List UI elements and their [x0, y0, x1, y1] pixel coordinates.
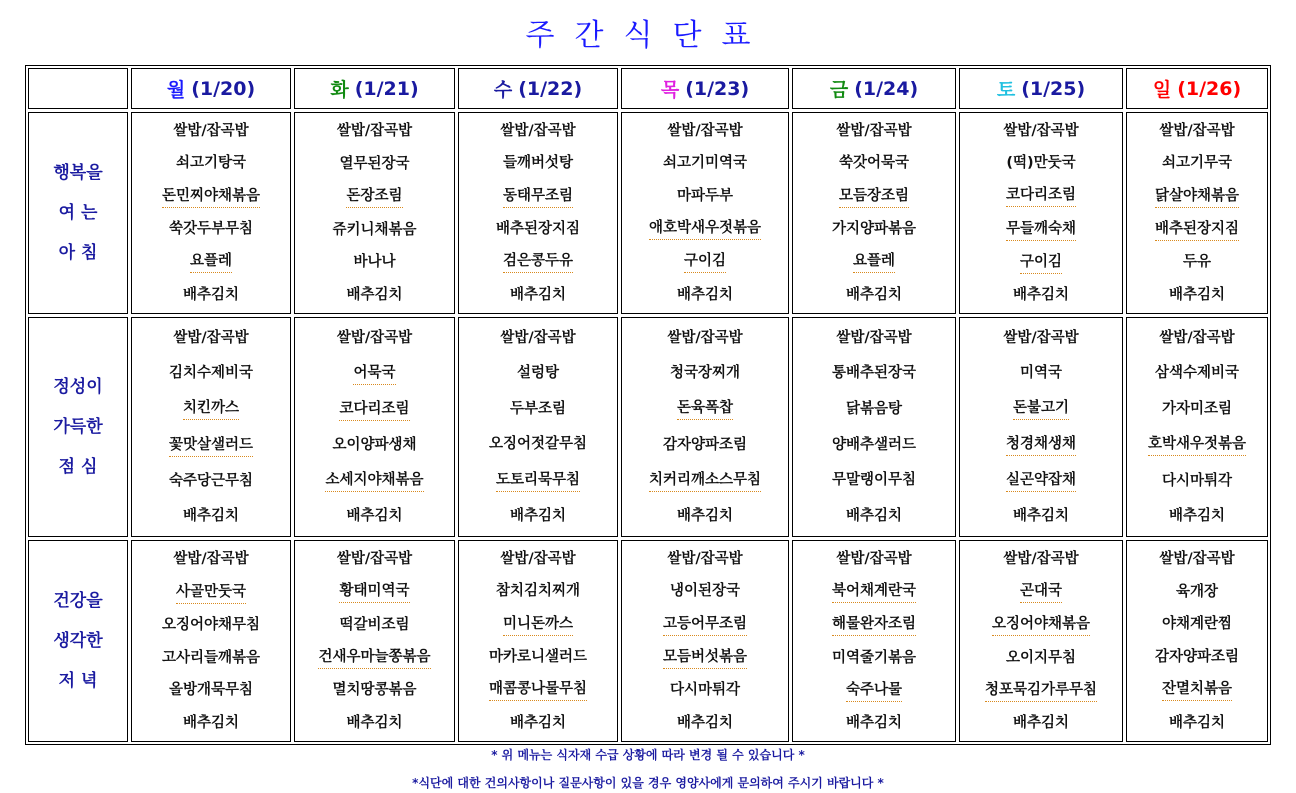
day-header — [959, 68, 1123, 109]
menu-item: 참치김치찌개 — [495, 583, 581, 600]
menu-item: 올방개묵무침 — [168, 682, 254, 699]
menu-item: 실곤약잡채 — [1006, 469, 1076, 492]
day-name: 일 — [1152, 79, 1172, 101]
menu-item: 코다리조림 — [1006, 184, 1076, 207]
menu-item: 꽃맛살샐러드 — [169, 434, 253, 457]
menu-cell — [621, 317, 789, 537]
menu-item: 호박새우젓볶음 — [1148, 433, 1246, 456]
menu-item: 미니돈까스 — [503, 613, 573, 636]
menu-item: 쌀밥/잡곡밥 — [173, 551, 249, 568]
menu-item: 도토리묵무침 — [496, 469, 580, 492]
day-name: 목 — [660, 79, 680, 101]
menu-item: 배추김치 — [346, 508, 403, 525]
menu-item: 가자미조림 — [1161, 400, 1233, 417]
menu-cell — [621, 112, 789, 314]
menu-item: 구이김 — [1020, 251, 1062, 274]
menu-item: 배추된장지짐 — [1155, 218, 1239, 241]
menu-cell — [458, 112, 618, 314]
menu-item: 북어채계란국 — [832, 580, 916, 603]
menu-item: 배추김치 — [346, 286, 403, 303]
meal-label-line: 점 심 — [58, 457, 98, 477]
menu-item: 오징어젓갈무침 — [488, 436, 588, 453]
menu-item: 배추김치 — [509, 286, 567, 303]
menu-item: 쌀밥/잡곡밥 — [1159, 329, 1235, 346]
menu-item: 배추김치 — [182, 286, 240, 303]
menu-item: 돈민찌야채볶음 — [162, 185, 260, 208]
menu-item: 쌀밥/잡곡밥 — [500, 123, 576, 140]
meal-label-line: 저 녁 — [58, 671, 98, 691]
menu-item: 배추김치 — [182, 508, 240, 525]
menu-item: 다시마튀각 — [1161, 472, 1233, 489]
menu-item: 떡갈비조림 — [339, 616, 410, 633]
menu-item: 고등어무조림 — [663, 613, 747, 636]
menu-item: 무들깨숙채 — [1006, 218, 1076, 241]
menu-item: 배추김치 — [509, 714, 567, 731]
menu-item: 소세지야채볶음 — [325, 469, 423, 492]
menu-item: 쌀밥/잡곡밥 — [336, 123, 413, 140]
menu-item: 고사리들깨볶음 — [161, 649, 261, 666]
menu-item: 들깨버섯탕 — [502, 155, 574, 172]
menu-item: 잔멸치볶음 — [1162, 678, 1232, 701]
menu-item: 닭살야채볶음 — [1155, 185, 1239, 208]
menu-item: 통배추된장국 — [831, 365, 917, 382]
menu-item: 배추김치 — [182, 714, 240, 731]
menu-cell — [792, 112, 956, 314]
menu-item: 모듬버섯볶음 — [663, 646, 747, 669]
menu-item: 돈장조림 — [346, 185, 402, 208]
menu-cell — [131, 317, 291, 537]
menu-item: 청경채생채 — [1006, 433, 1076, 456]
menu-item: 냉이된장국 — [669, 583, 741, 600]
menu-cell — [294, 112, 455, 314]
menu-item: 곤대국 — [1020, 580, 1062, 603]
menu-cell — [131, 112, 291, 314]
menu-item: 설렁탕 — [516, 365, 560, 382]
day-date: (1/22) — [518, 77, 583, 100]
menu-item: 감자양파조림 — [662, 436, 748, 453]
menu-cell — [1126, 317, 1268, 537]
day-date: (1/20) — [191, 77, 256, 100]
menu-item: 배추김치 — [1012, 508, 1070, 525]
menu-item: 동태무조림 — [503, 185, 573, 208]
day-name: 수 — [493, 79, 513, 101]
menu-cell — [131, 540, 291, 742]
menu-item: 쑥갓두부무침 — [168, 221, 254, 238]
menu-cell — [959, 540, 1123, 742]
table-corner — [28, 68, 128, 109]
menu-table — [25, 65, 1271, 745]
menu-item: 미역줄기볶음 — [831, 649, 917, 666]
menu-item: 육개장 — [1175, 583, 1219, 600]
menu-item: 삼색수제비국 — [1154, 365, 1240, 382]
menu-item: 배추김치 — [1168, 286, 1226, 303]
menu-item: 건새우마늘쫑볶음 — [318, 646, 430, 669]
menu-item: 쇠고기미역국 — [662, 155, 748, 172]
menu-item: 애호박새우젓볶음 — [649, 217, 761, 240]
menu-cell — [621, 540, 789, 742]
menu-item: 쌀밥/잡곡밥 — [667, 329, 743, 346]
menu-item: 배추김치 — [1168, 714, 1226, 731]
menu-item: 바나나 — [353, 254, 396, 271]
menu-item: 다시마튀각 — [669, 682, 741, 699]
menu-item: 치킨까스 — [183, 397, 239, 420]
menu-item: 해물완자조림 — [832, 613, 916, 636]
day-header — [1126, 68, 1268, 109]
menu-item: 쥬키니채볶음 — [332, 221, 417, 238]
menu-item: 야채계란찜 — [1161, 616, 1233, 633]
menu-item: 오이양파생채 — [332, 437, 417, 454]
day-name: 화 — [330, 79, 349, 101]
menu-item: 배추김치 — [676, 286, 734, 303]
menu-cell — [458, 317, 618, 537]
menu-item: 쌀밥/잡곡밥 — [500, 551, 576, 568]
meal-label — [28, 317, 128, 537]
menu-item: 쌀밥/잡곡밥 — [173, 329, 249, 346]
day-header — [621, 68, 789, 109]
menu-cell — [1126, 112, 1268, 314]
menu-item: 쌀밥/잡곡밥 — [336, 551, 413, 568]
menu-item: 닭볶음탕 — [845, 401, 903, 418]
menu-item: 쌀밥/잡곡밥 — [173, 123, 249, 140]
menu-item: 배추김치 — [1012, 286, 1070, 303]
menu-item: 배추김치 — [1168, 508, 1226, 525]
menu-item: 모듬장조림 — [839, 185, 909, 208]
menu-item: 쌀밥/잡곡밥 — [836, 551, 912, 568]
menu-item: 숙주나물 — [846, 679, 902, 702]
menu-item: 쌀밥/잡곡밥 — [1159, 123, 1235, 140]
day-name: 금 — [829, 79, 849, 101]
day-header — [458, 68, 618, 109]
menu-cell — [792, 317, 956, 537]
menu-item: 가지양파볶음 — [831, 221, 917, 238]
menu-cell — [294, 540, 455, 742]
meal-label-line: 행복을 — [53, 163, 103, 183]
menu-item: 쌀밥/잡곡밥 — [667, 551, 743, 568]
menu-cell — [792, 540, 956, 742]
meal-label — [28, 540, 128, 742]
menu-item: 쌀밥/잡곡밥 — [336, 329, 413, 346]
menu-item: 마카로니샐러드 — [488, 649, 588, 666]
menu-item: 배추김치 — [845, 286, 903, 303]
menu-item: 치커리깨소스무침 — [649, 469, 761, 492]
day-date: (1/24) — [854, 77, 919, 100]
menu-item: 배추김치 — [1012, 714, 1070, 731]
menu-item: 쇠고기무국 — [1161, 155, 1233, 172]
menu-item: 감자양파조림 — [1154, 648, 1240, 665]
menu-item: 쌀밥/잡곡밥 — [1003, 123, 1079, 140]
menu-item: 오이지무침 — [1005, 649, 1077, 666]
menu-item: 쌀밥/잡곡밥 — [500, 329, 576, 346]
menu-item: 배추김치 — [346, 714, 403, 731]
menu-item: 쌀밥/잡곡밥 — [836, 123, 912, 140]
menu-item: 쌀밥/잡곡밥 — [836, 329, 912, 346]
menu-item: 멸치땅콩볶음 — [332, 682, 417, 699]
menu-item: 미역국 — [1019, 364, 1063, 381]
meal-label-line: 가득한 — [53, 417, 103, 437]
day-date: (1/25) — [1021, 77, 1086, 100]
day-name: 토 — [996, 79, 1016, 101]
menu-item: 돈불고기 — [1013, 397, 1069, 420]
menu-item: 오징어야채무침 — [161, 617, 261, 634]
menu-item: 구이김 — [684, 250, 726, 273]
meal-label-line: 여 는 — [58, 203, 98, 223]
menu-item: 양배추샐러드 — [831, 436, 917, 453]
menu-item: 배추김치 — [676, 714, 734, 731]
menu-cell — [959, 112, 1123, 314]
menu-item: 쌀밥/잡곡밥 — [1003, 329, 1079, 346]
menu-item: 어묵국 — [353, 362, 395, 385]
menu-cell — [959, 317, 1123, 537]
menu-item: 코다리조림 — [339, 398, 409, 421]
menu-item: 마파두부 — [676, 187, 734, 204]
footer-notice-1: * 위 메뉴는 식자재 수급 상황에 따라 변경 될 수 있습니다 * — [491, 748, 805, 762]
meal-label — [28, 112, 128, 314]
menu-item: 쌀밥/잡곡밥 — [667, 123, 743, 140]
menu-item: 쌀밥/잡곡밥 — [1003, 551, 1079, 568]
footer-notice-2: *식단에 대한 건의사항이나 질문사항이 있을 경우 영양사에게 문의하여 주시기 바랍니다 * — [412, 776, 884, 790]
menu-item: 배추된장지짐 — [495, 221, 581, 238]
menu-item: 배추김치 — [509, 508, 567, 525]
day-header — [792, 68, 956, 109]
day-date: (1/21) — [354, 77, 419, 100]
menu-item: 쇠고기탕국 — [175, 155, 247, 172]
meal-label-line: 아 침 — [58, 243, 98, 263]
menu-item: 숙주당근무침 — [168, 472, 254, 489]
menu-cell — [294, 317, 455, 537]
menu-item: 두유 — [1182, 254, 1211, 271]
menu-item: 청국장찌개 — [669, 364, 741, 381]
day-name: 월 — [166, 79, 186, 101]
menu-item: 요플레 — [190, 250, 232, 273]
menu-item: 쑥갓어묵국 — [838, 155, 910, 172]
menu-item: (떡)만둣국 — [1006, 155, 1076, 172]
meal-label-line: 생각한 — [53, 631, 103, 651]
menu-item: 배추김치 — [845, 714, 903, 731]
menu-item: 사골만둣국 — [176, 581, 246, 604]
menu-cell — [1126, 540, 1268, 742]
menu-item: 두부조림 — [509, 400, 567, 417]
menu-item: 오징어야채볶음 — [992, 613, 1090, 636]
page-title: 주간식단표 — [525, 18, 771, 53]
day-date: (1/26) — [1177, 77, 1242, 100]
day-header — [131, 68, 291, 109]
menu-item: 열무된장국 — [339, 155, 410, 172]
menu-item: 황태미역국 — [339, 580, 409, 603]
meal-label-line: 정성이 — [53, 377, 103, 397]
menu-item: 무말랭이무침 — [831, 472, 917, 489]
menu-item: 매콤콩나물무침 — [489, 678, 587, 701]
menu-item: 배추김치 — [845, 508, 903, 525]
menu-item: 검은콩두유 — [503, 250, 573, 273]
menu-cell — [458, 540, 618, 742]
menu-item: 돈육폭찹 — [677, 397, 733, 420]
menu-item: 쌀밥/잡곡밥 — [1159, 551, 1235, 568]
menu-item: 청포묵김가루무침 — [985, 679, 1097, 702]
meal-label-line: 건강을 — [53, 591, 103, 611]
day-date: (1/23) — [685, 77, 750, 100]
menu-item: 요플레 — [853, 250, 895, 273]
menu-item: 배추김치 — [676, 508, 734, 525]
day-header — [294, 68, 455, 109]
menu-item: 김치수제비국 — [168, 364, 254, 381]
